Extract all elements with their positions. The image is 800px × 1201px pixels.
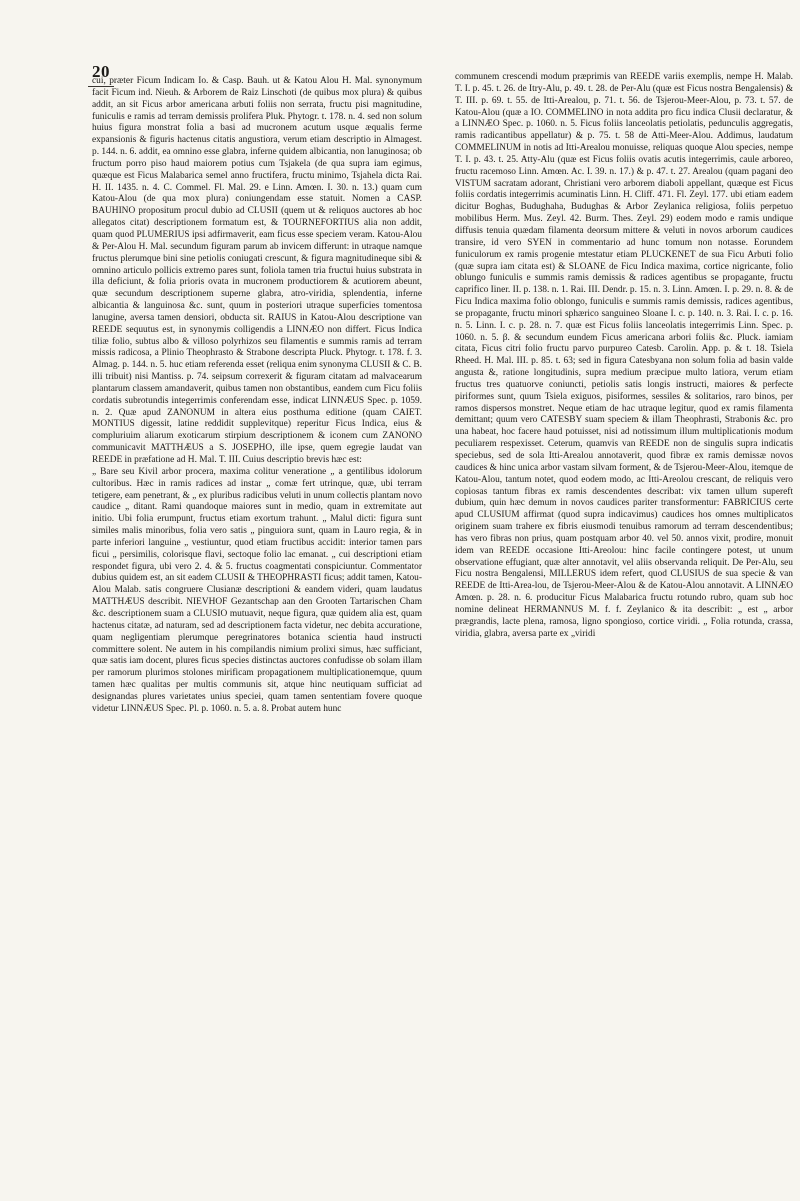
right-paragraph: communem crescendi modum præprimis van REEDE variis exemplis, nempe H. Malab. T. I. p. 45. t. 26. de Itry-Alu, p. 49. t. 28. de Per-Alu (quæ est Ficus nostra Bengalensis) & T. III. p. 69. t. 55. de Itti-Arealou, p. 71. t. 56. de Tsjerou-Meer-Alou, p. 73. t. 57. de Katou-Alou (quæ a IO. COMMELINO in nota addita pro ficu indica Clusii declaratur, & a LINNÆO Spec. p. 1060. n. 5. Ficus foliis lanceolatis petiolatis, pedunculis aggregatis, ramis radicantibus appellatur) & p. 75. t. 58 de Atti-Meer-Alou. Addimus, laudatum COMMELINUM in notis ad Itti-Arealou monuisse, reliquas quoque Alou species, nempe T. I. p. 43. t. 25. Atty-Alu (quæ est Ficus foliis ovatis acutis integerrimis, caule arboreo, fructu racemoso Linn. Amœn. Ac. I. 39. n. 17.) & p. 47. t. 27. Arealou (quam pagani deo VISTUM sacratam adorant, Christiani vero arborem diaboli appellant, quæque est Ficus foliis cordatis integerrimis acuminatis Linn. H. Cliff. 471. Fl. Zeyl. 177. ubi etiam eadem dicitur Boghas, Budughaha, Budughas & Arbor Zeylanica religiosa, foliis perpetuo mobilibus Herm. Mus. Zeyl. 42. Burm. Thes. Zeyl. 29) eodem modo e ramis undique diffusis tenuia quædam filamenta deorsum mittere & veluti in novos arborum caudices transire, id vero SYEN in commentario ad hunc tomum non notasse. Eorundem funiculorum ex ramis progenie mtestatur etiam PLUCKENET de sua Ficu Arbuti folio (quæ supra iam citata est) & SLOANE de Ficu Indica maxima, cortice nigricante, folio oblungo funiculis e summis ramis demissis & radices agentibus se propagante, fructu caprifico Iiner. II. p. 138. n. 1. Rai. III. Dendr. p. 15. n. 3. Linn. Amœn. I. p. 29. n. 8. & de Ficu Indica maxima folio oblongo, funiculis e summis ramis demissis, radices agentibus, se propagante, fructu minori sphærico sanguineo Sloane I. c. p. 140. n. 3. Rai. I. c. p. 16. n. 5. Linn. I. c. p. 28. n. 7. quæ est Ficus foliis lanceolatis integerrimis Linn. Spec. p. 1060. n. 5. β. & secundum eundem Ficus americana arbori foliis &c. Pluck. iamiam citata, Ficus citri folio fructu parvo purpureo Catesb. Carolin. App. p. & t. 18. Tsiela Rheed. H. Mal. III. p. 85. t. 63; sed in figura Catesbyana non solum folia ad basin valde angusta &, ratione longitudinis, supra medium præcipue multo latiora, verum etiam fructus tres quatuorve coniuncti, petiolis satis longis instructi, maiores & perfecte piriformes sunt, quum Tsiela exiguos, pisiformes, sessiles & solitarios, raro binos, per ramos dispersos monstret. Neque etiam de hac utraque legitur, quod ex ramis filamenta demittant; quum vero CATESBY suam speciem & illam Theophrasti, Strabonis &c. pro una habeat, hoc facere haud potuisset, nisi ad notissimum illum multiplicationis modum peculiarem respexisset. Ceterum, quamvis van REEDE non de singulis supra indicatis speciebus, sed de sola Itti-Arealou annotaverit, quod fibræ ex ramis demissæ novos caudices & hinc unica arbor vastam silvam forment, & de Tsjerou-Meer-Alou, itemque de Katou-Alou, tantum notet, quod eodem modo, ac Itti-Areolou crescant, de reliquis vero copiosas tantum fibras ex ramis descendentes describat: vix tamen ullum supereft dubium, quin hæc demum in novos caudices pariter transformentur: FABRICIUS certe apud CLUSIUM affirmat (quod supra indicavimus) caudices hos omnes multiplicatos originem suam trahere ex fibris eiusmodi tenuibus ramorum ad terram descendentibus; has vero fibras non prius, quam postquam arbor 40. vel 50. annos vixit, prodire, monuit idem van REEDE occasione Itti-Areolou: hinc facile contingere potest, ut unum observatione effugiant, quæ alter annotavit, vel aliis observanda reliquit. De Per-Alu, seu Ficu nostra Bengalensi, MILLERUS idem refert, quod CLUSIUS de sua specie & van REEDE de Itti-Area-lou, de Tsjerou-Meer-Alou & de Katou-Alou annotavit. A LINNÆO Amœn. p. 28. n. 6. producitur Ficus Malabarica fructu rotundo rubro, quam sub hoc nomine delineat HERMANNUS M. f. f. Zeylanico & ita describit: „ est „ arbor prægrandis, lacte plena, ramosa, ligno spongioso, cortice viridi. „ Folia rotunda, crassa, viridia, glabra, aversa parte ex „viridi [455, 72, 793, 639]
left-column [92, 76, 422, 1146]
left-paragraph: „ Bare seu Kivil arbor procera, maxima colitur veneratione „ a gentilibus idolorum cultoribus. Hæc in ramis radices ad instar „ comæ fert utrinque, quæ, ubi terram tetigere, eam penetrant, & „ ex pluribus radicibus veluti in unum collectis plantam novo caudice „ ditant. Rami quandoque maiores sunt in medio, quam in extremitate aut initio. Ubi folia erumpunt, fructus etiam exortum trahunt. „ Malul dicti: figura sunt similes malis minoribus, folia vero satis „ pinguiora sunt, quam in Lauro regia, & in parte inferiori languine „ vestiuntur, quod etiam fructibus accidit: interior tamen pars ficui „ persimilis, colorisque flavi, sectoque folio lac emanat. „ cui descriptioni etiam respondet figura, ubi vero 2. 4. & 5. fructus coagmentati conspiciuntur. Commentator dubius quidem est, an sit eadem CLUSII & THEOPHRASTI ficus; addit tamen, Katou-Alou Malab. satis congruere Clusianæ descriptioni & eandem videri, quam laudatus MATTHÆUS describit. NIEVHOF Gezantschap aan den Grooten Tartarischen Cham &c. descriptionem suam a CLUSIO mutuavit, neque figura, quæ quidem alia est, quam hactenus citatæ, ad naturam, sed ad descriptionem facta videtur, nec debita accuratione, quam negligentiam plerumque peregrinatores botanica scientia haud instructi committere solent. Ne autem in his compilandis nimium prolixi simus, hæc sufficiant, quæ satis iam docent, plures ficus species distinctas auctores confudisse ob solam illam per ramorum plurimos stolones mirificam propagationem multiplicationemque, quum tamen hæc qualitas per multis communis sit, atque hinc neutiquam sufficiat ad designandas plures varietates unius speciei, quam tamen sententiam fovere quoque videtur LINNÆUS Spec. Pl. p. 1060. n. 5. a. 8. Probat autem hunc [92, 466, 422, 714]
right-column [455, 72, 793, 1142]
page-number: 20 [92, 62, 110, 81]
left-paragraph: cui, præter Ficum Indicam Io. & Casp. Bauh. ut & Katou Alou H. Mal. synonymum facit Ficum ind. Nieuh. & Arborem de Raiz Linschoti (de quibus mox plura) & quibus addit, an sit Ficus arbor americana arbuti foliis non serrata, fructu pisi magnitudine, funiculis e ramis ad terram demissis prolifera Pluk. Phytogr. t. 178. n. 4. sed non solum huius figura monstrat folia a basi ad mucronem acutum usque æqualis ferme expansionis & figuris hactenus citatis angustiora, verum etiam descriptio in Almagest. p. 144. n. 6. addit, ea omnino esse glabra, inferne quidem albicantia, non lanuginosa; ob fructum porro piso haud maiorem potius cum Tsjakela (de qua supra iam egimus, quæque est Ficus Malabarica semel anno fructifera, fructu minimo, Tsjahela dicta Rai. H. II. 1435. n. 4. C. Commel. Fl. Mal. 29. e Linn. Amœn. I. 30. n. 13.) quam cum Katou-Alou (de qua mox plura) coniungendam esse statuit. Nomen a CASP. BAUHINO propositum procul dubio ad CLUSII (quem ut & reliquos auctores ab hoc allegatos citat) descriptionem formatum est, & TOURNEFORTIUS alia non addit, quam quod PLUMERIUS ipsi adfirmaverit, eam ficus esse speciem veram. Katou-Alou & Per-Alou H. Mal. secundum figuram parum ab invicem differunt: in utraque namque fructus plerumque bini sine petiolis coniugati crescunt, & figura magnitudineque sibi & omnino articulo pollicis extremo pares sunt, foliola tamen tria fructui huius substrata in illa deficiunt, & folia prioris ovata in mucronem productiorem & acutiorem abeunt, quæ secundum descriptionem superne glabra, atro-viridia, splendentia, inferne albicantia & languinosa &c. sunt, quum in posteriori utraque superficies tomentosa lanugine, aversa tamen densiori, obducta sit. RAIUS in Katou-Alou descriptione van REEDE sequutus est, in synonymis colligendis a LINNÆO non differt. Ficus Indica tiliæ folio, subtus albo & villoso polyrhizos seu filamentis e summis ramis ad terram missis radicosa, a Plinio Theophrasto & Strabone descripta Pluck. Phytogr. t. 178. f. 3. Almag. p. 144. n. 5. huc etiam referenda esset (reliqua enim synonyma CLUSII & C. B. illi tribuit) nisi Mantiss. p. 74. seipsum correxerit & figuram citatam ad malvacearum plantarum classem amandaverit, quibus tamen non obstantibus, eandem cum Ficu foliis cordatis subrotundis integerrimis conferendam esse, indicat LINNÆUS Spec. p. 1059. n. 2. Quæ apud ZANONUM in altera eius posthuma editione (quam CAIET. MONTIUS digessit, latine reddidit supplevitque) reperitur Ficus Indica, eius & compluriuim aliarum exoticarum stirpium descriptionem & iconem cum ZANONO communicavit MATTHÆUS a S. JOSEPHO, ille ipse, quem egregie laudat van REEDE in præfatione ad H. Mal. T. III. Cuius descriptio brevis hæc est: [92, 76, 422, 465]
